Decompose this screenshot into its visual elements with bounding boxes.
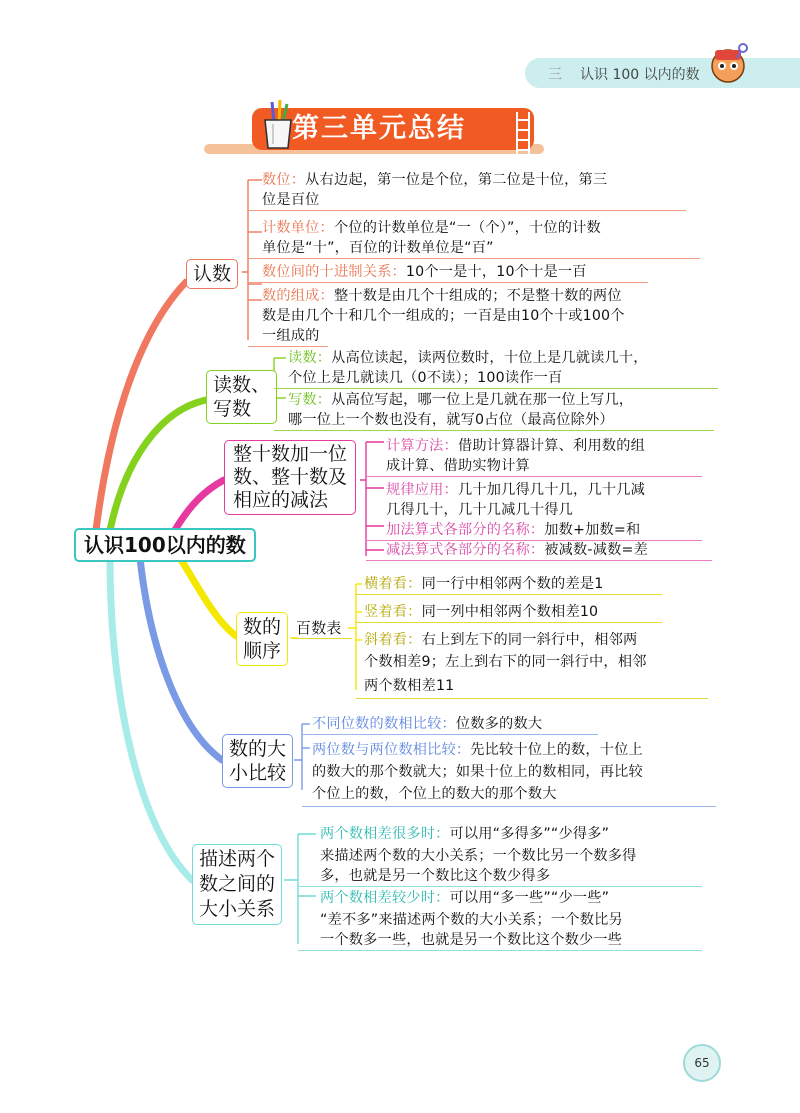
underline — [248, 282, 648, 283]
header-chapter — [548, 64, 700, 84]
item-line: 10个一是十，10个十是一百 — [405, 264, 587, 280]
item-line: 从高位写起，哪一位上是几就在那一位上写几， — [331, 392, 634, 408]
node-line: 整十数加一位 — [233, 443, 348, 465]
underline — [366, 476, 702, 477]
underline — [292, 638, 352, 639]
branch-node-compare — [222, 734, 293, 788]
item-key: 斜着看： — [364, 632, 422, 648]
item-key: 横着看： — [364, 576, 422, 592]
item-line: 先比较十位上的数，十位上 — [470, 742, 643, 758]
item-line: 同一行中相邻两个数的差是1 — [421, 576, 604, 592]
item-line: 从高位读起，读两位数时，十位上是几就读几十， — [331, 350, 648, 366]
node-line: 相应的减法 — [233, 489, 329, 511]
page-number: 65 — [683, 1044, 721, 1082]
underline — [274, 388, 718, 389]
item-line: 加数+加数=和 — [544, 522, 641, 538]
underline — [356, 622, 662, 623]
pencil-cup-icon — [260, 98, 296, 150]
item-line: 可以用“多得多”“少得多” — [449, 826, 610, 842]
bracket-add-sub — [360, 442, 384, 556]
item-line: 整十数是由几个十组成的；不是整十数的两位 — [333, 288, 622, 304]
item-key: 两位数与两位数相比较： — [312, 742, 471, 758]
item-key: 规律应用： — [386, 482, 458, 498]
node-line: 小比较 — [229, 762, 287, 784]
item-line: 几十加几得几十几，几十几减 — [457, 482, 645, 498]
header-chapter-title: 认识 100 以内的数 — [580, 67, 700, 83]
item-key: 计数单位： — [262, 220, 334, 236]
node-line: 数、整十数及 — [233, 466, 348, 488]
underline — [298, 886, 702, 887]
item-line: 一组成的 — [262, 328, 320, 344]
item-key: 数位： — [262, 172, 306, 188]
underline — [302, 806, 716, 807]
underline — [366, 560, 712, 561]
underline — [248, 210, 686, 211]
ladder-icon — [514, 112, 532, 158]
item-line: 哪一位上一个数也没有，就写0占位（最高位除外） — [288, 412, 614, 428]
item-line: 一个数多一些，也就是另一个数比这个数少一些 — [320, 932, 623, 948]
bracket-recognize — [242, 180, 262, 340]
branch-curve-recognize — [96, 282, 186, 530]
item-line: 数是由几个十和几个一组成的；一百是由10个十或100个 — [262, 308, 625, 324]
branch-node-read-write — [206, 370, 277, 424]
item-key: 两个数相差较少时： — [320, 890, 450, 906]
item-key: 两个数相差很多时： — [320, 826, 450, 842]
node-line: 数的 — [243, 616, 282, 638]
bracket-describe — [284, 834, 316, 944]
item-line: 从右边起，第一位是个位，第二位是十位，第三 — [305, 172, 608, 188]
item-key: 加法算式各部分的名称： — [386, 522, 545, 538]
item-line: 同一列中相邻两个数相差10 — [421, 604, 599, 620]
item-line: 成计算、借助实物计算 — [386, 458, 530, 474]
underline — [298, 950, 702, 951]
node-line: 数的大 — [229, 738, 287, 760]
node-line: 描述两个 — [199, 848, 276, 870]
underline — [302, 734, 598, 735]
underline — [248, 346, 328, 347]
hundred-chart-label: 百数表 — [296, 619, 342, 637]
underline — [274, 430, 714, 431]
item-key: 计算方法： — [386, 438, 458, 454]
item-key: 不同位数的数相比较： — [312, 716, 456, 732]
item-line: 个位的计数单位是“一（个）”，十位的计数 — [333, 220, 601, 236]
item-line: 可以用“多一些”“少一些” — [449, 890, 610, 906]
item-line: 个位上是几就读几（0不读）；100读作一百 — [288, 370, 563, 386]
node-line: 数之间的 — [199, 873, 276, 895]
branch-node-order — [236, 612, 288, 666]
item-key: 数位间的十进制关系： — [262, 264, 406, 280]
center-node: 认识100以内的数 — [74, 528, 256, 562]
branch-curve-add-sub — [175, 480, 224, 530]
item-line: 几得几十，几十几减几十得几 — [386, 502, 574, 518]
node-line: 读数、 — [213, 374, 271, 396]
item-line: 个数相差9；左上到右下的同一斜行中，相邻 — [364, 654, 647, 670]
item-line: 个位上的数，个位上的数大的那个数大 — [312, 786, 557, 802]
item-line: 被减数-减数=差 — [544, 542, 648, 558]
node-line: 写数 — [213, 398, 252, 420]
item-line: 右上到左下的同一斜行中，相邻两 — [421, 632, 638, 648]
page-title: 第三单元总结 — [252, 108, 534, 150]
header-unit: 三 — [548, 67, 562, 83]
mascot-icon — [705, 40, 751, 86]
item-line: “差不多”来描述两个数的大小关系；一个数比另 — [320, 912, 623, 928]
item-line: 两个数相差11 — [364, 678, 455, 694]
node-line: 顺序 — [243, 640, 282, 662]
item-key: 读数： — [288, 350, 332, 366]
item-key: 数的组成： — [262, 288, 334, 304]
branch-node-describe — [192, 844, 282, 925]
branch-curve-describe — [110, 558, 192, 880]
item-line: 借助计算器计算、利用数的组 — [457, 438, 645, 454]
item-key: 写数： — [288, 392, 332, 408]
branch-node-add-sub — [224, 440, 356, 515]
underline — [356, 698, 708, 699]
item-line: 位是百位 — [262, 192, 320, 208]
item-line: 多，也就是另一个数比这个数少得多 — [320, 868, 551, 884]
item-line: 位数多的数大 — [455, 716, 543, 732]
branch-node-recognize: 认数 — [186, 259, 238, 289]
item-key: 减法算式各部分的名称： — [386, 542, 545, 558]
branch-curve-order — [180, 558, 236, 636]
item-line: 的数大的那个数就大；如果十位上的数相同，再比较 — [312, 764, 643, 780]
item-line: 来描述两个数的大小关系；一个数比另一个数多得 — [320, 848, 637, 864]
node-line: 大小关系 — [199, 898, 276, 920]
item-key: 竖着看： — [364, 604, 422, 620]
item-line: 单位是“十”，百位的计数单位是“百” — [262, 240, 494, 256]
underline — [248, 258, 700, 259]
branch-curve-compare — [140, 558, 222, 760]
underline — [356, 594, 662, 595]
